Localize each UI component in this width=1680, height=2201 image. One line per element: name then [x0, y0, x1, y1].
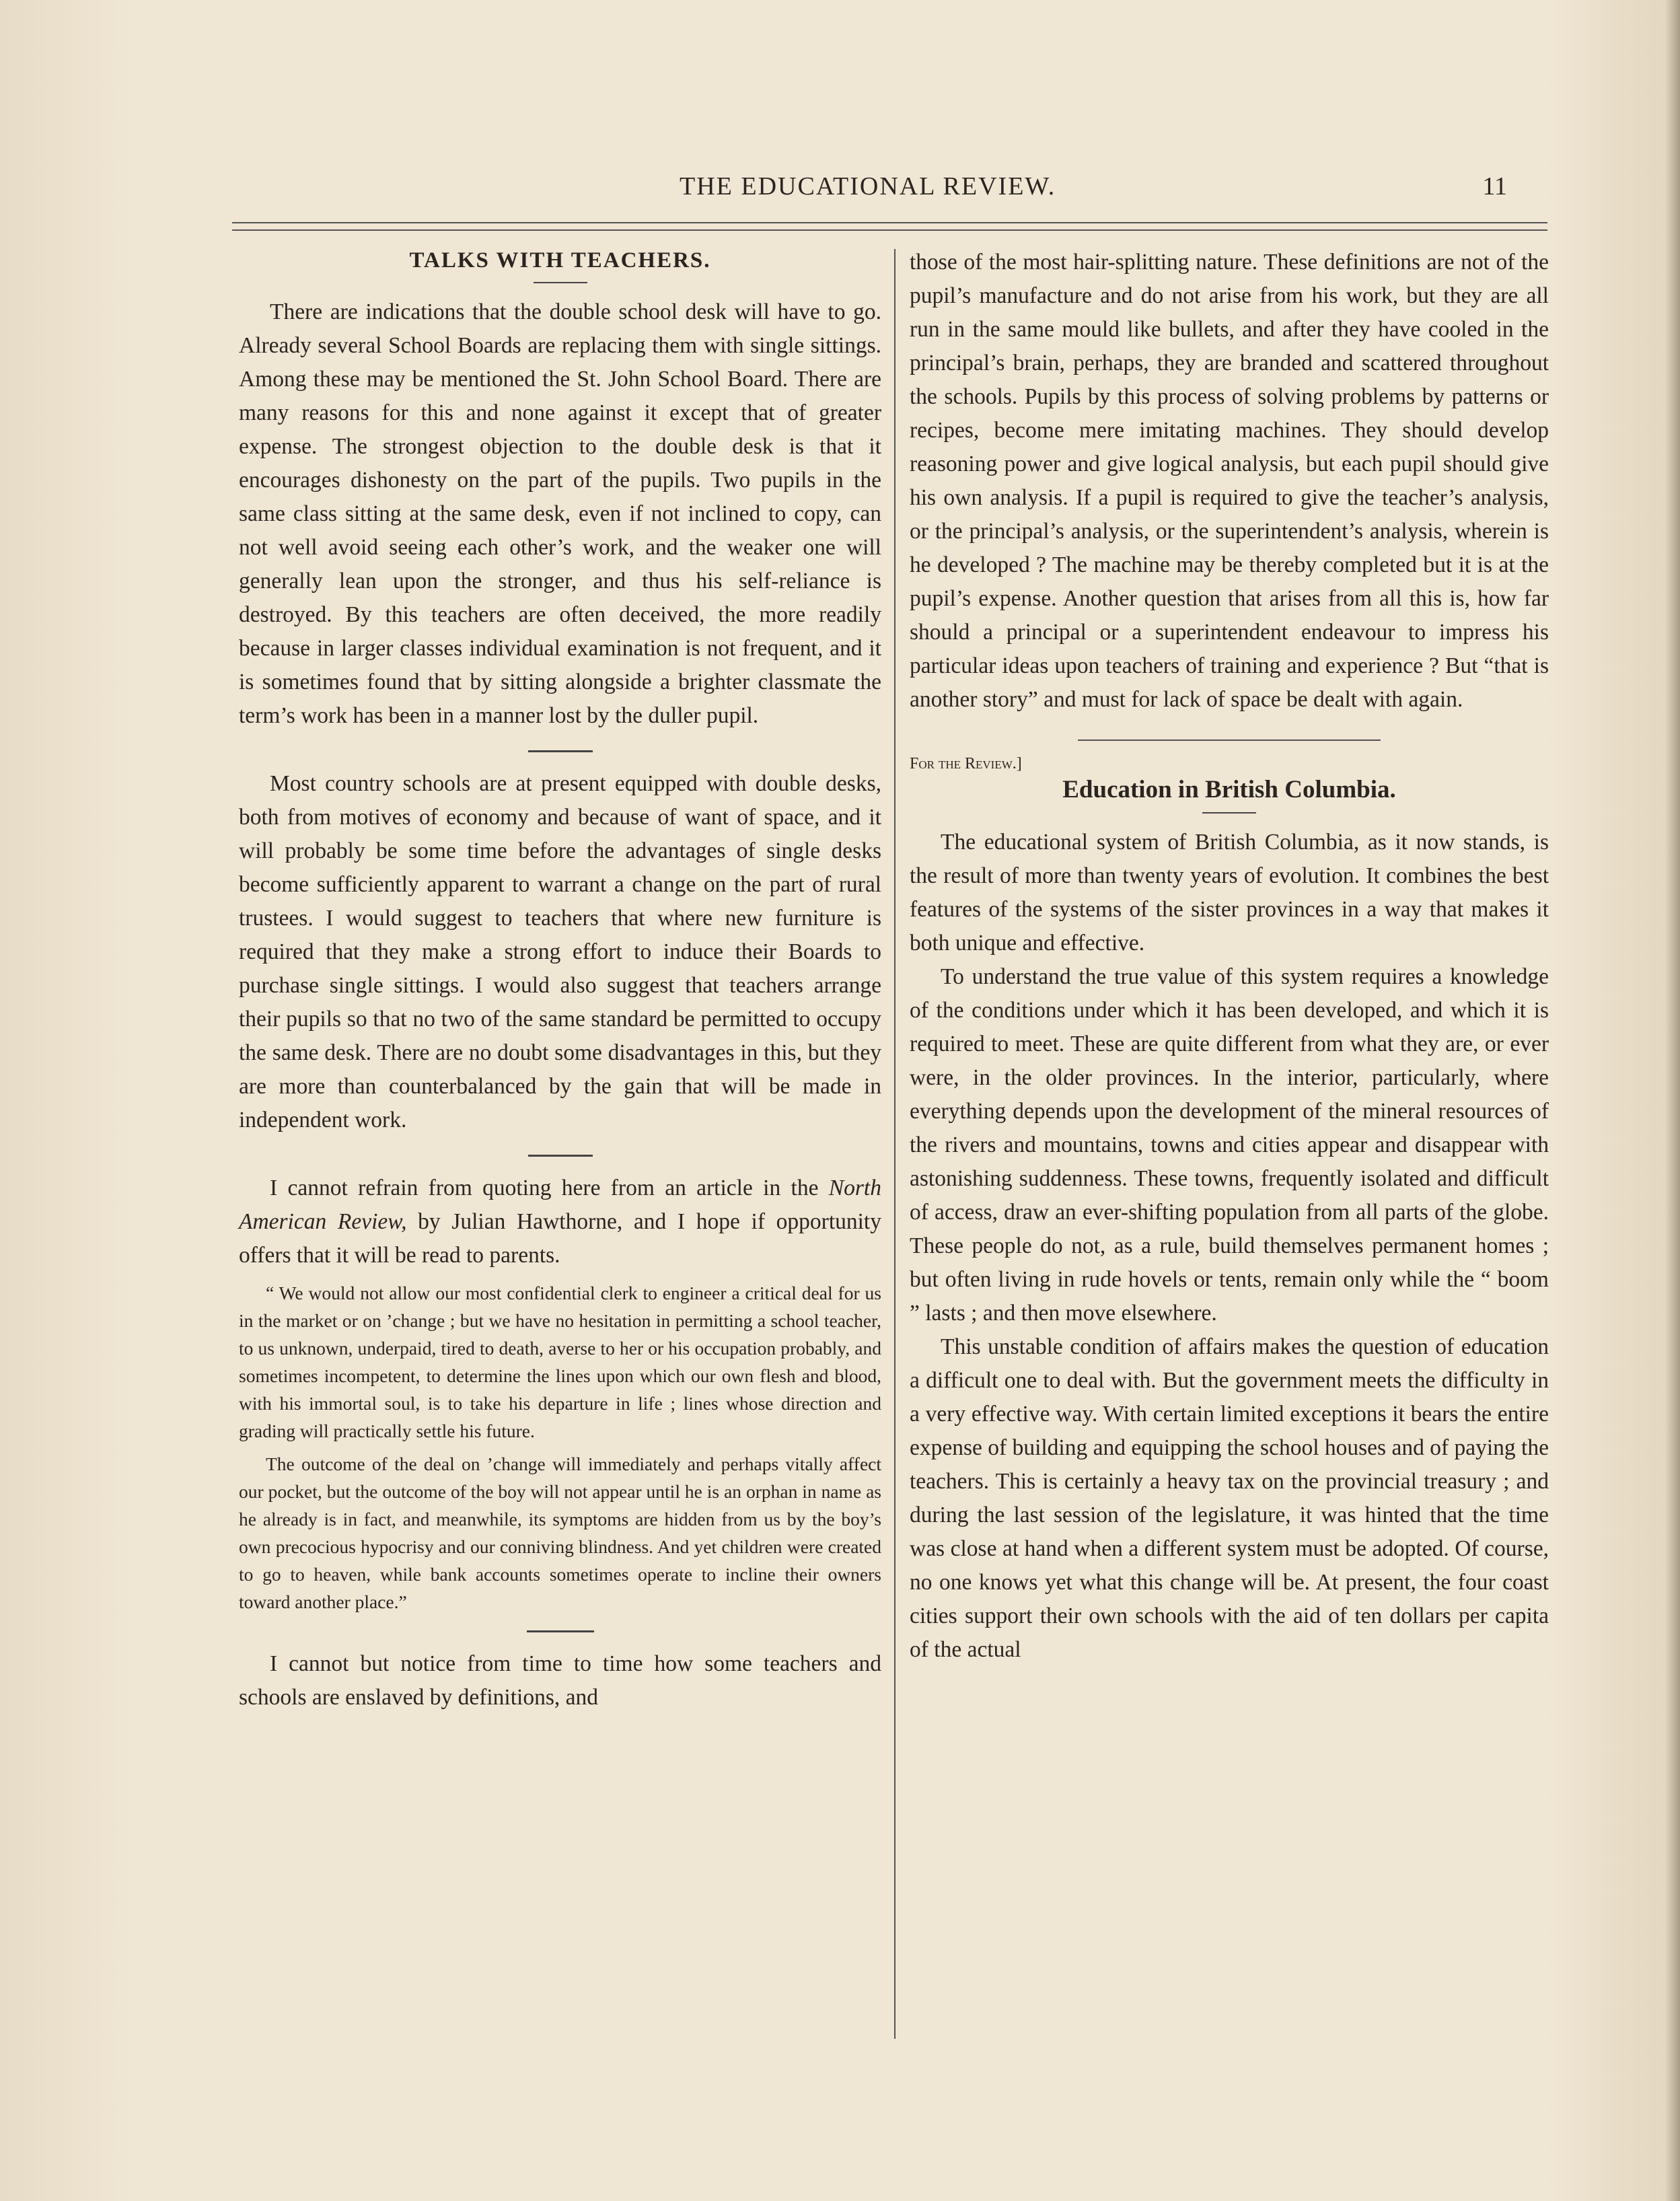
- page-number: 11: [1482, 172, 1507, 201]
- block-quote: [239, 1279, 881, 1616]
- paragraph: The educational system of British Columbia, as it now stands, is the result of more than twenty years of evolution. It combines the best features of the systems of the sister provinces in a way that makes it both unique and effective.: [910, 830, 1549, 955]
- paragraph: There are indications that the double school desk will have to go. Already several School Boards are replacing them with single sittings. Among these may be mentioned the St. John School Board. There are many reasons for this and none against it except that of greater expense. The strongest objection to the double desk is that it encourages dishonesty on the part of the pupils. Two pupils in the same class sitting at the same desk, even if not inclined to copy, can not well avoid seeing each other’s work, and the weaker one will generally lean upon the stronger, and thus his self-reliance is destroyed. By this teachers are often deceived, the more readily because in larger classes individual examination is not frequent, and it is sometimes found that by sitting alongside a brighter classmate the term’s work has been in a manner lost by the duller pupil.: [239, 299, 881, 728]
- running-title: THE EDUCATIONAL REVIEW.: [680, 172, 1056, 201]
- paragraph: I cannot refrain from quoting here from an article in the North American Review, by Julian Hawthorne, and I hope if opportunity offers that it will be read to parents.: [239, 1176, 881, 1268]
- paragraph: To understand the true value of this system requires a knowledge of the conditions under which it has been developed, and which it is required to meet. These are quite different from what they are, or ever were, in the older provinces. In the interior, particularly, where everything depends upon the development of the mineral resources of the rivers and mountains, towns and cities appear and disappear with astonishing suddenness. These towns, frequently isolated and difficult of access, draw an ever-shifting population from all parts of the globe. These people do not, as a rule, build themselves permanent homes ; but often living in rude hovels or tents, remain only while the “ boom ” lasts ; and then move elsewhere.: [910, 964, 1549, 1326]
- paragraph: those of the most hair-splitting nature. These definitions are not of the pupil’s manufacture and do not arise from his work, but they are all run in the same mould like bullets, and after they have cooled in the principal’s brain, perhaps, they are branded and scattered throughout the schools. Pupils by this process of solving problems by patterns or recipes, become mere imitating machines. They should develop reasoning power and give logical analysis, but each pupil should give his own analysis. If a pupil is required to give the teacher’s analysis, or the principal’s analysis, or the superintendent’s analysis, wherein is he developed ? The machine may be thereby completed but it is at the pupil’s expense. Another question that arises from all this is, how far should a principal or a superintendent endeavour to impress his particular ideas upon teachers of training and experience ? But “that is another story” and must for lack of space be dealt with again.: [910, 250, 1549, 712]
- section-heading: TALKS WITH TEACHERS.: [409, 248, 711, 273]
- paragraph: Most country schools are at present equipped with double desks, both from motives of economy and because of want of space, and it will probably be some time before the advantages of single desks become sufficiently apparent to warrant a change on the part of rural trustees. I would suggest to teachers that where new furniture is required that they make a strong effort to induce their Boards to purchase single sittings. I would also suggest that teachers arrange their pupils so that no two of the same standard be permitted to occupy the same desk. There are no doubt some disadvantages in this, but they are more than counterbalanced by the gain that will be made in independent work.: [239, 771, 881, 1132]
- page-edge-shadow: [1665, 0, 1680, 2201]
- title-rule: [1202, 812, 1256, 814]
- page-header: [229, 172, 1547, 212]
- quote-paragraph: The outcome of the deal on ’change will immediately and perhaps vitally affect our pocket, but the outcome of the boy will not appear until he is an orphan in name as he already is in fact, and meanwhile, its symptoms are hidden from us by the boy’s own precocious hypocrisy and our conniving blindness. And yet children were created to go to heaven, while bank accounts sometimes operate to incline their owners toward another place.”: [239, 1453, 881, 1612]
- article-separator: [1078, 739, 1381, 741]
- paragraph: I cannot but notice from time to time how some teachers and schools are enslaved by definitions, and: [239, 1651, 881, 1710]
- article-source: For the Review.]: [910, 755, 1022, 772]
- header-rule-bottom: [232, 229, 1547, 231]
- column-divider: [894, 249, 896, 2039]
- section-separator: [528, 750, 593, 752]
- section-separator: [527, 1630, 594, 1632]
- quote-paragraph: “ We would not allow our most confidential clerk to engineer a critical deal for us in the market or on ’change ; but we have no hesitation in permitting a school teacher, to us unknown, underpaid, tired to death, averse to her or his occupation probably, and sometimes incompetent, to determine the lines upon which our own flesh and blood, with his immortal soul, is to take his departure in life ; lines whose direction and grading will practically settle his future.: [239, 1283, 881, 1441]
- right-column: [910, 246, 1549, 1667]
- paragraph: This unstable condition of affairs makes the question of education a difficult one to deal with. But the government meets the difficulty in a very effective way. With certain limited exceptions it bears the entire expense of building and equipping the school houses and of paying the teachers. This is certainly a heavy tax on the provincial treasury ; and during the last session of the legislature, it was hinted that the time was close at hand when a different system must be adopted. Of course, no one knows yet what this change will be. At present, the four coast cities support their own schools with the aid of ten dollars per capita of the actual: [910, 1334, 1549, 1662]
- heading-rule: [534, 282, 587, 283]
- article-title: Education in British Columbia.: [1062, 776, 1396, 803]
- publication-title: North American Review,: [239, 1176, 881, 1234]
- left-column: [239, 246, 881, 1715]
- header-rule-top: [232, 222, 1547, 223]
- section-separator: [528, 1155, 593, 1157]
